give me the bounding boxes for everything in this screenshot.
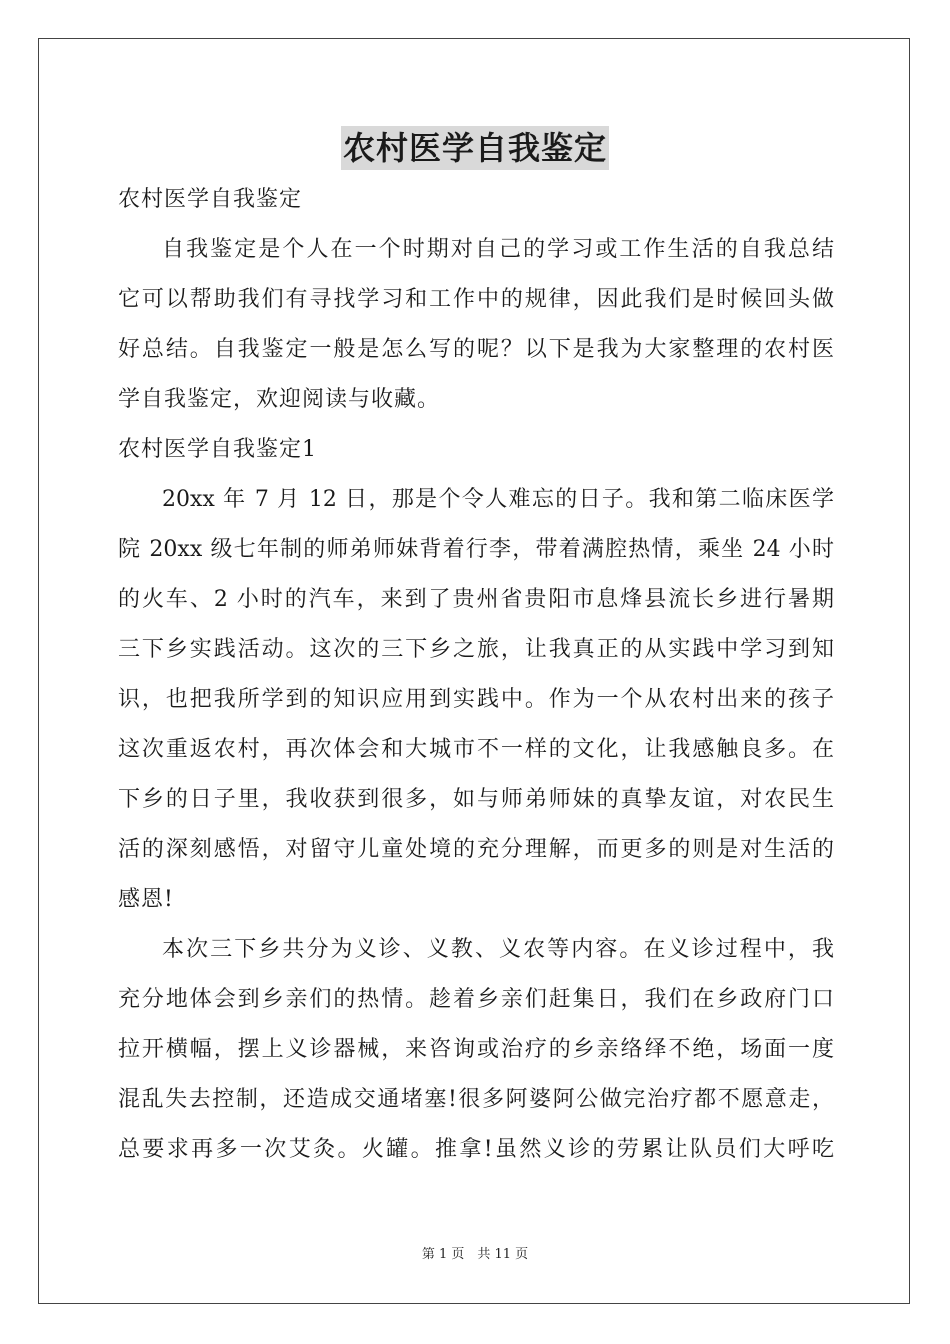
body-text-line: 充分地体会到乡亲们的热情。趁着乡亲们赶集日，我们在乡政府门口 [118,987,834,1012]
body-text-line: 总要求再多一次艾灸。火罐。推拿!虽然义诊的劳累让队员们大呼吃 [118,1137,834,1162]
body-text-line: 院 20xx 级七年制的师弟师妹背着行李，带着满腔热情，乘坐 24 小时 [118,537,834,562]
body-text-line: 识，也把我所学到的知识应用到实践中。作为一个从农村出来的孩子 [118,687,834,712]
body-text-line: 20xx 年 7 月 12 日，那是个令人难忘的日子。我和第二临床医学 [162,487,834,512]
body-text-line: 下乡的日子里，我收获到很多，如与师弟师妹的真挚友谊，对农民生 [118,787,834,812]
body-text-line: 它可以帮助我们有寻找学习和工作中的规律，因此我们是时候回头做 [118,287,834,312]
body-text-line: 学自我鉴定，欢迎阅读与收藏。 [118,387,441,412]
body-text-line: 自我鉴定是个人在一个时期对自己的学习或工作生活的自我总结 [162,237,834,262]
page-footer: 第 1 页 共 11 页 [421,1247,529,1262]
body-text-line: 三下乡实践活动。这次的三下乡之旅，让我真正的从实践中学习到知 [118,637,834,662]
document-body [118,178,834,1178]
body-text-line: 好总结。自我鉴定一般是怎么写的呢？以下是我为大家整理的农村医 [118,337,834,362]
body-text-line: 农村医学自我鉴定1 [118,437,317,462]
body-text-line: 感恩! [118,887,174,912]
body-text-line: 的火车、2 小时的汽车，来到了贵州省贵阳市息烽县流长乡进行暑期 [118,587,834,612]
body-text-line: 农村医学自我鉴定 [118,187,303,212]
body-text-line: 这次重返农村，再次体会和大城市不一样的文化，让我感触良多。在 [118,737,834,762]
body-text-line: 拉开横幅，摆上义诊器械，来咨询或治疗的乡亲络绎不绝，场面一度 [118,1037,834,1062]
document-title: 农村医学自我鉴定 [341,126,609,170]
title-container [0,126,950,170]
body-text-line: 活的深刻感悟，对留守儿童处境的充分理解，而更多的则是对生活的 [118,837,834,862]
body-text-line: 本次三下乡共分为义诊、义教、义农等内容。在义诊过程中，我 [162,937,834,962]
body-text-line: 混乱失去控制，还造成交通堵塞!很多阿婆阿公做完治疗都不愿意走， [118,1087,834,1112]
